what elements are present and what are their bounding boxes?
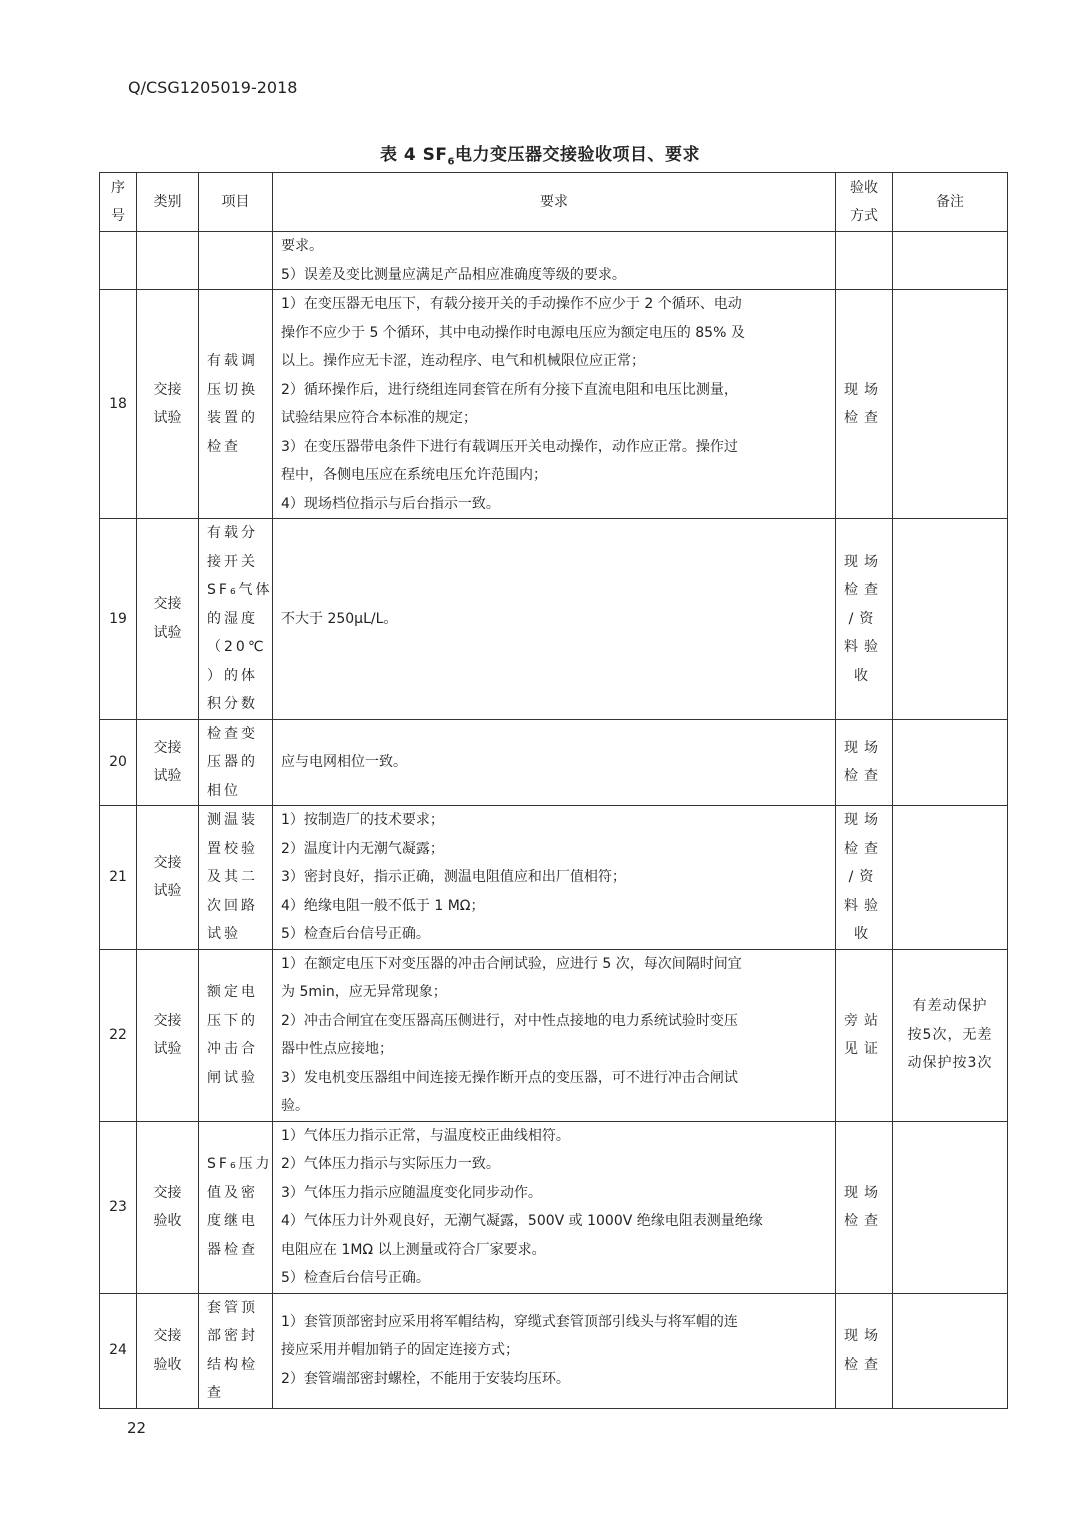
cell-line: 相位: [207, 782, 241, 799]
cell-line: 3）密封良好，指示正确，测温电阻值应和出厂值相符；: [281, 869, 626, 885]
cell-line: 5）检查后台信号正确。: [281, 1270, 430, 1286]
cell-line: 交接: [153, 1012, 182, 1029]
cell-line: 检查: [844, 768, 884, 785]
table-row: [100, 806, 1008, 950]
cell-category: [137, 949, 199, 1121]
cell-line: 收: [854, 667, 874, 684]
cell-line: 4）气体压力计外观良好，无潮气凝露，500V 或 1000V 绝缘电阻表测量绝缘: [281, 1213, 763, 1229]
cell-line: 验。: [281, 1098, 309, 1114]
cell-line: 的湿度: [207, 610, 258, 627]
cell-line: 2）套管端部密封螺栓，不能用于安装均压环。: [281, 1370, 570, 1387]
cell-line: 套管顶: [207, 1299, 258, 1316]
caption-subscript: 6: [447, 156, 455, 168]
cell-note: [893, 719, 1008, 806]
cell-note: [893, 519, 1008, 720]
cell-line: 有差动保护: [912, 998, 988, 1015]
cell-line: 交接: [153, 381, 182, 398]
cell-line: 3）发电机变压器组中间连接无操作断开点的变压器，可不进行冲击合闸试: [281, 1069, 738, 1086]
cell-line: （20℃: [207, 639, 267, 655]
cell-item: [199, 1121, 273, 1293]
cell-line: 试验: [153, 1041, 182, 1057]
cell-line: /资: [848, 869, 880, 885]
cell-line: 交接: [153, 1184, 182, 1201]
cell-line: ）的体: [207, 667, 258, 684]
cell-line: 料验: [844, 639, 884, 655]
cell-line: 冲击合: [207, 1041, 258, 1057]
cell-line: SF₆压力: [207, 1156, 273, 1172]
cell-requirement: [273, 1121, 836, 1293]
cell-line: 1）套管顶部密封应采用将军帽结构，穿缆式套管顶部引线头与将军帽的连: [281, 1313, 738, 1330]
header-item: 项目: [199, 173, 273, 232]
cell-line: 查: [207, 1385, 224, 1401]
cell-line: 置校验: [207, 840, 258, 857]
cell-line: 检查: [207, 438, 241, 455]
cell-line: 交接: [153, 854, 182, 871]
cell-category: [137, 232, 199, 290]
cell-line: 验收: [153, 1356, 182, 1373]
cell-line: 不大于 250μL/L。: [281, 610, 398, 627]
cell-item: [199, 290, 273, 519]
cell-note: [893, 1293, 1008, 1408]
cell-line: 检查变: [207, 725, 258, 742]
cell-line: 试验: [153, 624, 182, 641]
cell-line: 现场: [844, 739, 884, 756]
cell-line: 现场: [844, 553, 884, 570]
cell-category: [137, 1121, 199, 1293]
document-code: Q/CSG1205019-2018: [128, 78, 298, 97]
cell-requirement: [273, 519, 836, 720]
cell-line: 度继电: [207, 1213, 258, 1229]
cell-line: SF₆气体: [207, 582, 273, 598]
cell-line: 压器的: [207, 754, 258, 770]
table-header-row: [100, 173, 1008, 232]
cell-line: 压切换: [207, 381, 258, 398]
cell-line: 试验: [207, 926, 241, 942]
cell-requirement: [273, 290, 836, 519]
cell-line: 5）误差及变比测量应满足产品相应准确度等级的要求。: [281, 266, 626, 283]
cell-line: 应与电网相位一致。: [281, 754, 407, 770]
table-row: [100, 290, 1008, 519]
cell-item: [199, 719, 273, 806]
cell-seq: 22: [100, 949, 137, 1121]
cell-line: 1）在额定电压下对变压器的冲击合闸试验，应进行 5 次，每次间隔时间宜: [281, 955, 742, 972]
cell-line: 3）气体压力指示应随温度变化同步动作。: [281, 1184, 542, 1201]
cell-line: /资: [848, 610, 880, 627]
cell-line: 值及密: [207, 1184, 258, 1201]
cell-line: 压下的: [207, 1012, 258, 1029]
cell-seq: 18: [100, 290, 137, 519]
cell-line: 料验: [844, 897, 884, 914]
cell-line: 有载分: [207, 525, 258, 541]
cell-line: 接应采用并帽加销子的固定连接方式；: [281, 1342, 519, 1359]
caption-suffix: 电力变压器交接验收项目、要求: [455, 145, 700, 165]
cell-requirement: [273, 806, 836, 950]
cell-line: 1）按制造厂的技术要求；: [281, 812, 444, 828]
cell-item: [199, 1293, 273, 1408]
cell-line: 4）绝缘电阻一般不低于 1 MΩ；: [281, 897, 485, 914]
header-category: 类别: [137, 173, 199, 232]
cell-method: [836, 1293, 893, 1408]
cell-line: 按5次，无差: [907, 1026, 993, 1043]
cell-seq: 20: [100, 719, 137, 806]
cell-line: 装置的: [207, 410, 258, 426]
cell-item: [199, 949, 273, 1121]
cell-line: 2）冲击合闸宜在变压器高压侧进行，对中性点接地的电力系统试验时变压: [281, 1012, 738, 1029]
cell-item: [199, 519, 273, 720]
header-method: 验收 方式: [836, 173, 893, 232]
acceptance-table: [99, 172, 1008, 1409]
cell-method: [836, 290, 893, 519]
cell-method: [836, 232, 893, 290]
cell-line: 见证: [844, 1041, 884, 1057]
header-requirement: 要求: [273, 173, 836, 232]
cell-method: [836, 806, 893, 950]
cell-line: 动保护按3次: [907, 1055, 993, 1072]
cell-line: 交接: [153, 596, 182, 613]
cell-line: 要求。: [281, 238, 323, 254]
cell-line: 额定电: [207, 984, 258, 1000]
cell-line: 以上。操作应无卡涩，连动程序、电气和机械限位应正常；: [281, 353, 645, 369]
cell-line: 2）气体压力指示与实际压力一致。: [281, 1156, 500, 1172]
cell-line: 现场: [844, 1328, 884, 1344]
cell-method: [836, 949, 893, 1121]
cell-line: 为 5min，应无异常现象；: [281, 984, 447, 1000]
header-note: 备注: [893, 173, 1008, 232]
cell-line: 交接: [153, 1328, 182, 1344]
header-seq: 序 号: [100, 173, 137, 232]
cell-line: 现场: [844, 381, 884, 398]
cell-seq: [100, 232, 137, 290]
cell-category: [137, 1293, 199, 1408]
cell-line: 旁站: [844, 1012, 884, 1029]
cell-line: 部密封: [207, 1328, 258, 1344]
cell-note: [893, 806, 1008, 950]
cell-line: 现场: [844, 1184, 884, 1201]
cell-line: 器中性点应接地；: [281, 1041, 393, 1057]
cell-line: 次回路: [207, 897, 258, 914]
cell-line: 试验: [153, 410, 182, 426]
caption-prefix: 表 4 SF: [380, 145, 448, 165]
cell-line: 接开关: [207, 553, 258, 570]
cell-line: 试验结果应符合本标准的规定；: [281, 410, 477, 426]
cell-line: 积分数: [207, 696, 258, 712]
cell-line: 3）在变压器带电条件下进行有载调压开关电动操作，动作应正常。操作过: [281, 438, 738, 455]
cell-line: 2）温度计内无潮气凝露；: [281, 840, 444, 857]
cell-line: 电阻应在 1MΩ 以上测量或符合厂家要求。: [281, 1241, 546, 1258]
cell-line: 试验: [153, 768, 182, 785]
cell-line: 4）现场档位指示与后台指示一致。: [281, 495, 500, 512]
cell-line: 验收: [153, 1213, 182, 1229]
cell-line: 闸试验: [207, 1069, 258, 1086]
cell-line: 5）检查后台信号正确。: [281, 926, 430, 942]
cell-line: 1）在变压器无电压下，有载分接开关的手动操作不应少于 2 个循环、电动: [281, 296, 742, 312]
cell-line: 结构检: [207, 1356, 258, 1373]
cell-line: 现场: [844, 812, 884, 828]
table-body: [100, 232, 1008, 1409]
cell-note: [893, 290, 1008, 519]
cell-line: 器检查: [207, 1241, 258, 1258]
cell-line: 收: [854, 926, 874, 942]
cell-item: [199, 806, 273, 950]
cell-line: 检查: [844, 582, 884, 598]
table-caption: [0, 140, 1080, 167]
cell-requirement: [273, 1293, 836, 1408]
cell-requirement: [273, 232, 836, 290]
cell-line: 交接: [153, 739, 182, 756]
cell-seq: 24: [100, 1293, 137, 1408]
cell-method: [836, 519, 893, 720]
cell-line: 检查: [844, 410, 884, 426]
cell-seq: 21: [100, 806, 137, 950]
cell-category: [137, 806, 199, 950]
table-row: [100, 1121, 1008, 1293]
cell-method: [836, 719, 893, 806]
cell-line: 检查: [844, 840, 884, 857]
cell-line: 操作不应少于 5 个循环，其中电动操作时电源电压应为额定电压的 85% 及: [281, 324, 745, 341]
cell-item: [199, 232, 273, 290]
cell-line: 1）气体压力指示正常，与温度校正曲线相符。: [281, 1127, 570, 1144]
page-number: 22: [127, 1419, 147, 1437]
cell-category: [137, 719, 199, 806]
cell-seq: 23: [100, 1121, 137, 1293]
table-row: [100, 719, 1008, 806]
cell-line: 检查: [844, 1356, 884, 1373]
cell-line: 2）循环操作后，进行绕组连同套管在所有分接下直流电阻和电压比测量，: [281, 381, 738, 398]
cell-line: 试验: [153, 883, 182, 900]
cell-requirement: [273, 719, 836, 806]
cell-category: [137, 290, 199, 519]
cell-method: [836, 1121, 893, 1293]
table-row: [100, 1293, 1008, 1408]
cell-note: [893, 949, 1008, 1121]
table-row: [100, 519, 1008, 720]
cell-seq: 19: [100, 519, 137, 720]
cell-line: 及其二: [207, 869, 258, 885]
table-row: [100, 949, 1008, 1121]
cell-category: [137, 519, 199, 720]
cell-requirement: [273, 949, 836, 1121]
cell-note: [893, 232, 1008, 290]
cell-line: 程中，各侧电压应在系统电压允许范围内；: [281, 467, 547, 483]
table-row: [100, 232, 1008, 290]
cell-line: 检查: [844, 1213, 884, 1229]
cell-note: [893, 1121, 1008, 1293]
cell-line: 有载调: [207, 353, 258, 369]
cell-line: 测温装: [207, 812, 258, 828]
